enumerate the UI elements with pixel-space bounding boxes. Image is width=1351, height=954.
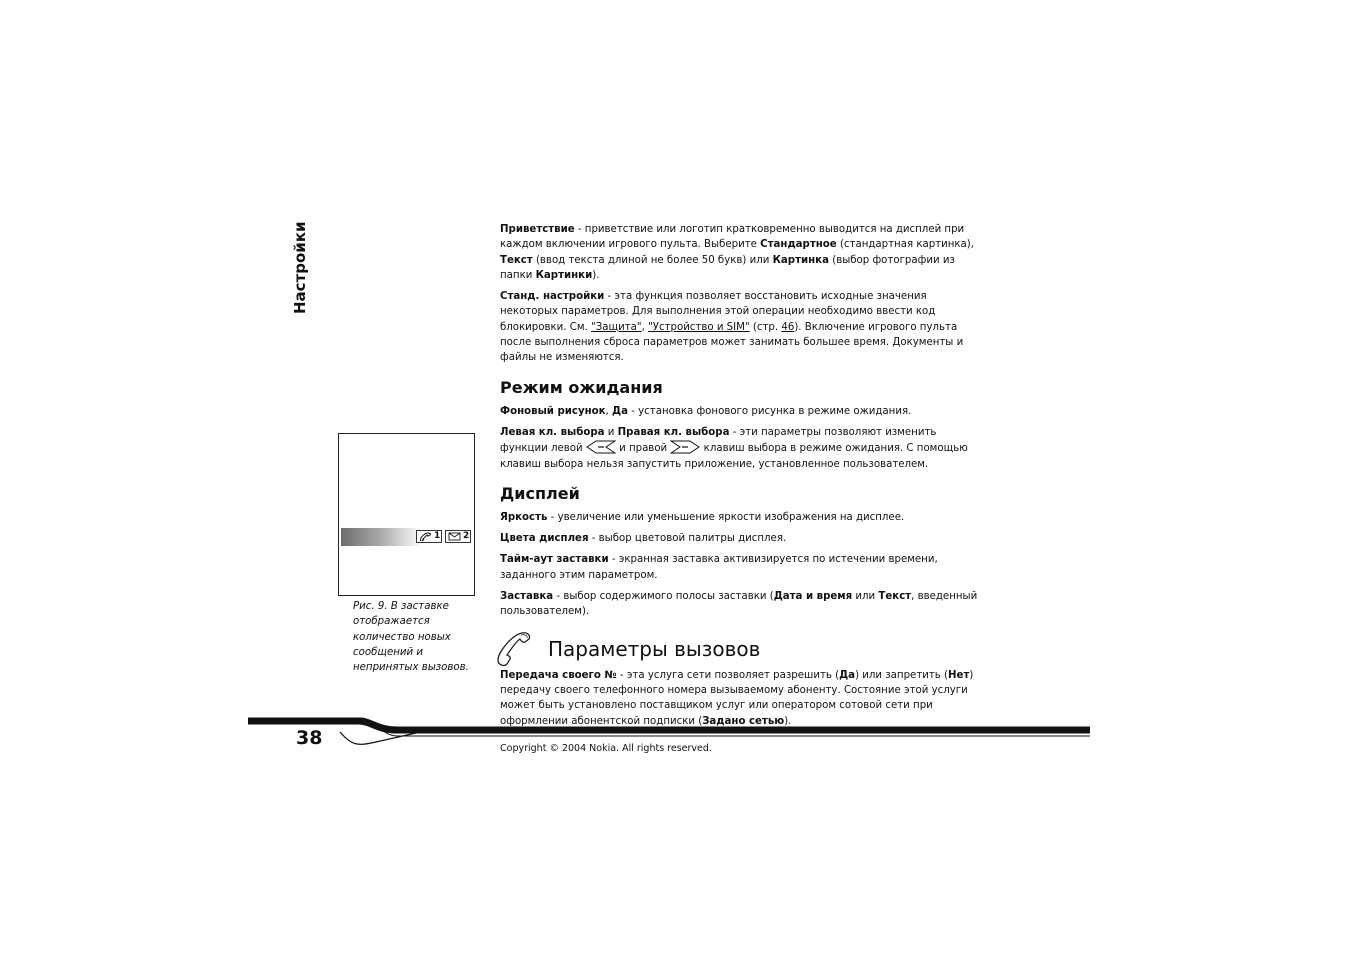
phone-handset-icon — [494, 630, 534, 668]
text: (стр. — [749, 321, 782, 333]
new-messages-count: 2 — [463, 531, 470, 541]
page-number: 38 — [296, 727, 323, 749]
missed-calls-indicator — [416, 530, 442, 543]
link-page-ref[interactable]: 46 — [781, 321, 795, 333]
text: - экранная заставка активизируется по истечении времени, заданного этим параметром. — [500, 554, 938, 581]
term-wallpaper: Фоновый рисунок — [500, 405, 606, 417]
text: ). — [592, 269, 600, 281]
option-text: Текст — [878, 591, 912, 603]
term-timeout: Тайм-аут заставки — [500, 554, 609, 566]
option-date-time: Дата и время — [773, 591, 853, 603]
copyright-notice: Copyright © 2004 Nokia. All rights reserved. — [500, 743, 712, 754]
link-device-sim[interactable]: "Устройство и SIM" — [648, 321, 750, 333]
text: - установка фонового рисунка в режиме ожидания. — [627, 405, 912, 417]
option-picture: Картинка — [772, 254, 829, 266]
heading-standby: Режим ожидания — [500, 377, 663, 397]
text: - выбор содержимого полосы заставки ( — [553, 591, 774, 603]
text: ). — [784, 715, 792, 727]
new-messages-indicator — [445, 530, 471, 543]
term-right-softkey: Правая кл. выбора — [617, 426, 730, 438]
text: ) или запретить ( — [855, 669, 949, 681]
paragraph-screensaver — [500, 589, 980, 620]
paragraph-brightness — [500, 510, 980, 525]
paragraph-softkeys — [500, 425, 980, 472]
text: - эта функция позволяет восстановить исходные значения некоторых параметров. Для выполнения этой операции необходимо ввести код блокировки. См. — [500, 291, 936, 333]
text: клавиш выбора в режиме ожидания. С помощью клавиш выбора нельзя запустить приложение, установленное пользователем. — [500, 443, 968, 470]
envelope-icon — [448, 532, 461, 541]
text: - увеличение или уменьшение яркости изображения на дисплее. — [547, 511, 905, 523]
main-content — [500, 222, 980, 735]
paragraph-colors — [500, 531, 980, 546]
option-standard: Стандартное — [760, 239, 837, 251]
text: - выбор цветовой палитры дисплея. — [588, 533, 787, 545]
text: ) передачу своего телефонного номера вызываемому абоненту. Состояние этой услуги может быть установлено поставщиком услуг или оператором сотовой сети при оформлении абонентской подписки ( — [500, 669, 974, 727]
side-section-title: Настройки — [291, 221, 309, 314]
term-own-number: Передача своего № — [500, 669, 617, 681]
term-greeting: Приветствие — [500, 224, 575, 235]
left-softkey-icon — [586, 440, 616, 454]
term-brightness: Яркость — [500, 511, 548, 523]
term-screensaver: Заставка — [500, 591, 554, 603]
option-pictures-folder: Картинки — [535, 269, 593, 281]
term-yes: Да — [612, 405, 628, 417]
screensaver-bar — [341, 528, 472, 546]
heading-call-settings: Параметры вызовов — [548, 636, 761, 661]
option-text: Текст — [500, 254, 533, 266]
side-section-title-container — [289, 221, 313, 316]
text: и — [604, 426, 618, 438]
right-softkey-icon — [670, 440, 700, 454]
paragraph-timeout — [500, 552, 980, 583]
text: - приветствие или логотип кратковременно выводится на дисплей при каждом включении игрового пульта. Выберите — [500, 224, 965, 251]
text: , — [605, 405, 613, 417]
text: и правой — [615, 443, 671, 455]
text: , — [641, 321, 649, 333]
option-set-by-network: Задано сетью — [702, 715, 785, 727]
figure-screen — [338, 433, 475, 596]
paragraph-greeting — [500, 222, 980, 283]
option-no: Нет — [948, 669, 970, 681]
term-left-softkey: Левая кл. выбора — [500, 426, 605, 438]
text: (ввод текста длиной не более 50 букв) или — [532, 254, 773, 266]
call-settings-heading-row — [494, 630, 980, 668]
option-yes: Да — [839, 669, 856, 681]
text: (стандартная картинка), — [836, 239, 975, 251]
text: - эта услуга сети позволяет разрешить ( — [616, 669, 840, 681]
paragraph-wallpaper — [500, 404, 980, 419]
text: - эти параметры позволяют изменить функции левой — [500, 426, 937, 455]
text: , введенный пользователем). — [500, 591, 978, 618]
paragraph-reset — [500, 289, 980, 365]
term-reset: Станд. настройки — [500, 291, 605, 303]
text: или — [852, 591, 879, 603]
link-security[interactable]: "Защита" — [591, 321, 642, 333]
text: (выбор фотографии из папки — [500, 254, 955, 281]
figure-caption: Рис. 9. В заставке отображается количество новых сообщений и непринятых вызовов. — [353, 601, 469, 674]
missed-calls-count: 1 — [434, 531, 441, 541]
text: ). Включение игрового пульта после выполнения сброса параметров может занимать большее время. Документы и файлы не изменяются. — [500, 321, 964, 364]
term-colors: Цвета дисплея — [500, 533, 589, 545]
heading-display: Дисплей — [500, 483, 580, 503]
phone-icon — [419, 532, 432, 541]
